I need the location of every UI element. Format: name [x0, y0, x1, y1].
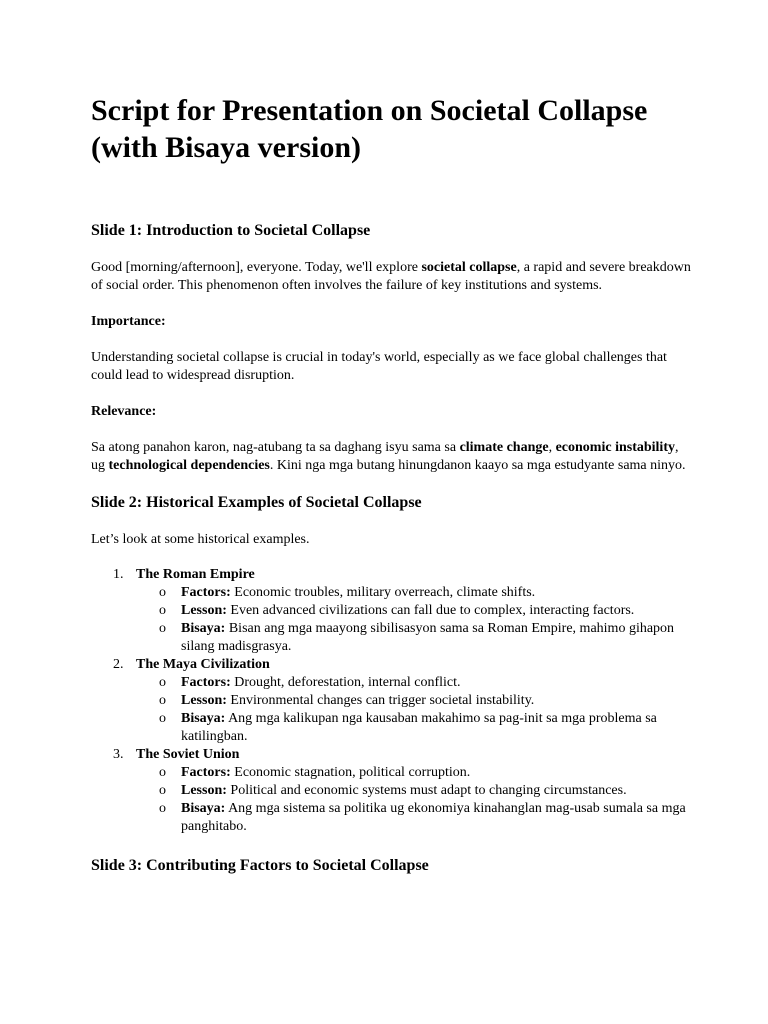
point-text: Economic stagnation, political corruption. — [230, 765, 471, 780]
slide-3-heading: Slide 3: Contributing Factors to Societal Collapse — [91, 857, 429, 874]
hollow-bullet-icon: o — [159, 711, 166, 726]
sub-list-item — [136, 782, 691, 800]
title-line-1: Script for Presentation on Societal Collapse — [91, 94, 648, 127]
sub-list-item — [136, 620, 691, 656]
point-label: Factors: — [181, 585, 231, 600]
document-page — [91, 92, 691, 876]
sub-list-item — [136, 584, 691, 602]
point-text: Environmental changes can trigger societal instability. — [226, 693, 535, 708]
slide-2-heading: Slide 2: Historical Examples of Societal Collapse — [91, 494, 422, 511]
list-item-title: The Soviet Union — [136, 747, 240, 762]
hollow-bullet-icon: o — [159, 801, 166, 816]
relevance-separator-1: , — [548, 440, 556, 455]
point-text: Ang mga kalikupan nga kausaban makahimo sa pag-init sa mga problema sa katilingban. — [181, 711, 657, 744]
sub-list — [136, 674, 691, 746]
point-label: Lesson: — [181, 783, 227, 798]
sub-list-item — [136, 710, 691, 746]
point-text: Political and economic systems must adapt to changing circumstances. — [226, 783, 627, 798]
relevance-separator-2: , ug — [91, 440, 679, 473]
point-text: Economic troubles, military overreach, climate shifts. — [230, 585, 536, 600]
sub-list-item — [136, 602, 691, 620]
intro-text-start: Good [morning/afternoon], everyone. Today, we'll explore — [91, 260, 422, 275]
hollow-bullet-icon: o — [159, 765, 166, 780]
hollow-bullet-icon: o — [159, 675, 166, 690]
slide-2-intro: Let’s look at some historical examples. — [91, 532, 310, 547]
relevance-term-1: climate change — [459, 440, 549, 455]
list-item-title: The Maya Civilization — [136, 657, 270, 672]
point-label: Factors: — [181, 675, 231, 690]
hollow-bullet-icon: o — [159, 693, 166, 708]
point-label: Bisaya: — [181, 621, 226, 636]
slide-1-heading: Slide 1: Introduction to Societal Collapse — [91, 222, 371, 239]
list-item-number: 1. — [113, 567, 124, 582]
slide-1-intro-paragraph — [91, 259, 691, 295]
historical-examples-list — [91, 566, 691, 836]
intro-bold-term: societal collapse — [421, 260, 517, 275]
point-label: Lesson: — [181, 693, 227, 708]
list-item — [91, 746, 691, 836]
importance-paragraph: Understanding societal collapse is crucial in today's world, especially as we face global challenges that could lead to widespread disruption. — [91, 350, 667, 383]
point-text: Drought, deforestation, internal conflict. — [230, 675, 461, 690]
hollow-bullet-icon: o — [159, 621, 166, 636]
list-item-title: The Roman Empire — [136, 567, 255, 582]
sub-list — [136, 584, 691, 656]
hollow-bullet-icon: o — [159, 603, 166, 618]
point-label: Lesson: — [181, 603, 227, 618]
list-item-number: 2. — [113, 657, 124, 672]
relevance-label: Relevance: — [91, 404, 157, 419]
sub-list — [136, 764, 691, 836]
importance-label: Importance: — [91, 314, 166, 329]
list-item-number: 3. — [113, 747, 124, 762]
relevance-text-start: Sa atong panahon karon, nag-atubang ta sa daghang isyu sama sa — [91, 440, 460, 455]
sub-list-item — [136, 800, 691, 836]
sub-list-item — [136, 674, 691, 692]
sub-list-item — [136, 764, 691, 782]
point-text: Bisan ang mga maayong sibilisasyon sama sa Roman Empire, mahimo gihapon silang madisgrasya. — [181, 621, 675, 654]
relevance-term-2: economic instability — [555, 440, 675, 455]
sub-list-item — [136, 692, 691, 710]
document-title — [91, 92, 691, 166]
point-text: Ang mga sistema sa politika ug ekonomiya kinahanglan mag-usab sumala sa mga panghitabo. — [181, 801, 686, 834]
point-text: Even advanced civilizations can fall due to complex, interacting factors. — [226, 603, 635, 618]
point-label: Bisaya: — [181, 711, 226, 726]
relevance-paragraph — [91, 439, 691, 475]
relevance-term-3: technological dependencies — [108, 458, 270, 473]
intro-text-end: , a rapid and severe breakdown of social order. This phenomenon often involves the failure of key institutions and systems. — [91, 260, 691, 293]
hollow-bullet-icon: o — [159, 783, 166, 798]
point-label: Bisaya: — [181, 801, 226, 816]
point-label: Factors: — [181, 765, 231, 780]
title-line-2: (with Bisaya version) — [91, 131, 361, 164]
list-item — [91, 566, 691, 656]
hollow-bullet-icon: o — [159, 585, 166, 600]
list-item — [91, 656, 691, 746]
relevance-text-end: . Kini nga mga butang hinungdanon kaayo sa mga estudyante sama ninyo. — [269, 458, 686, 473]
